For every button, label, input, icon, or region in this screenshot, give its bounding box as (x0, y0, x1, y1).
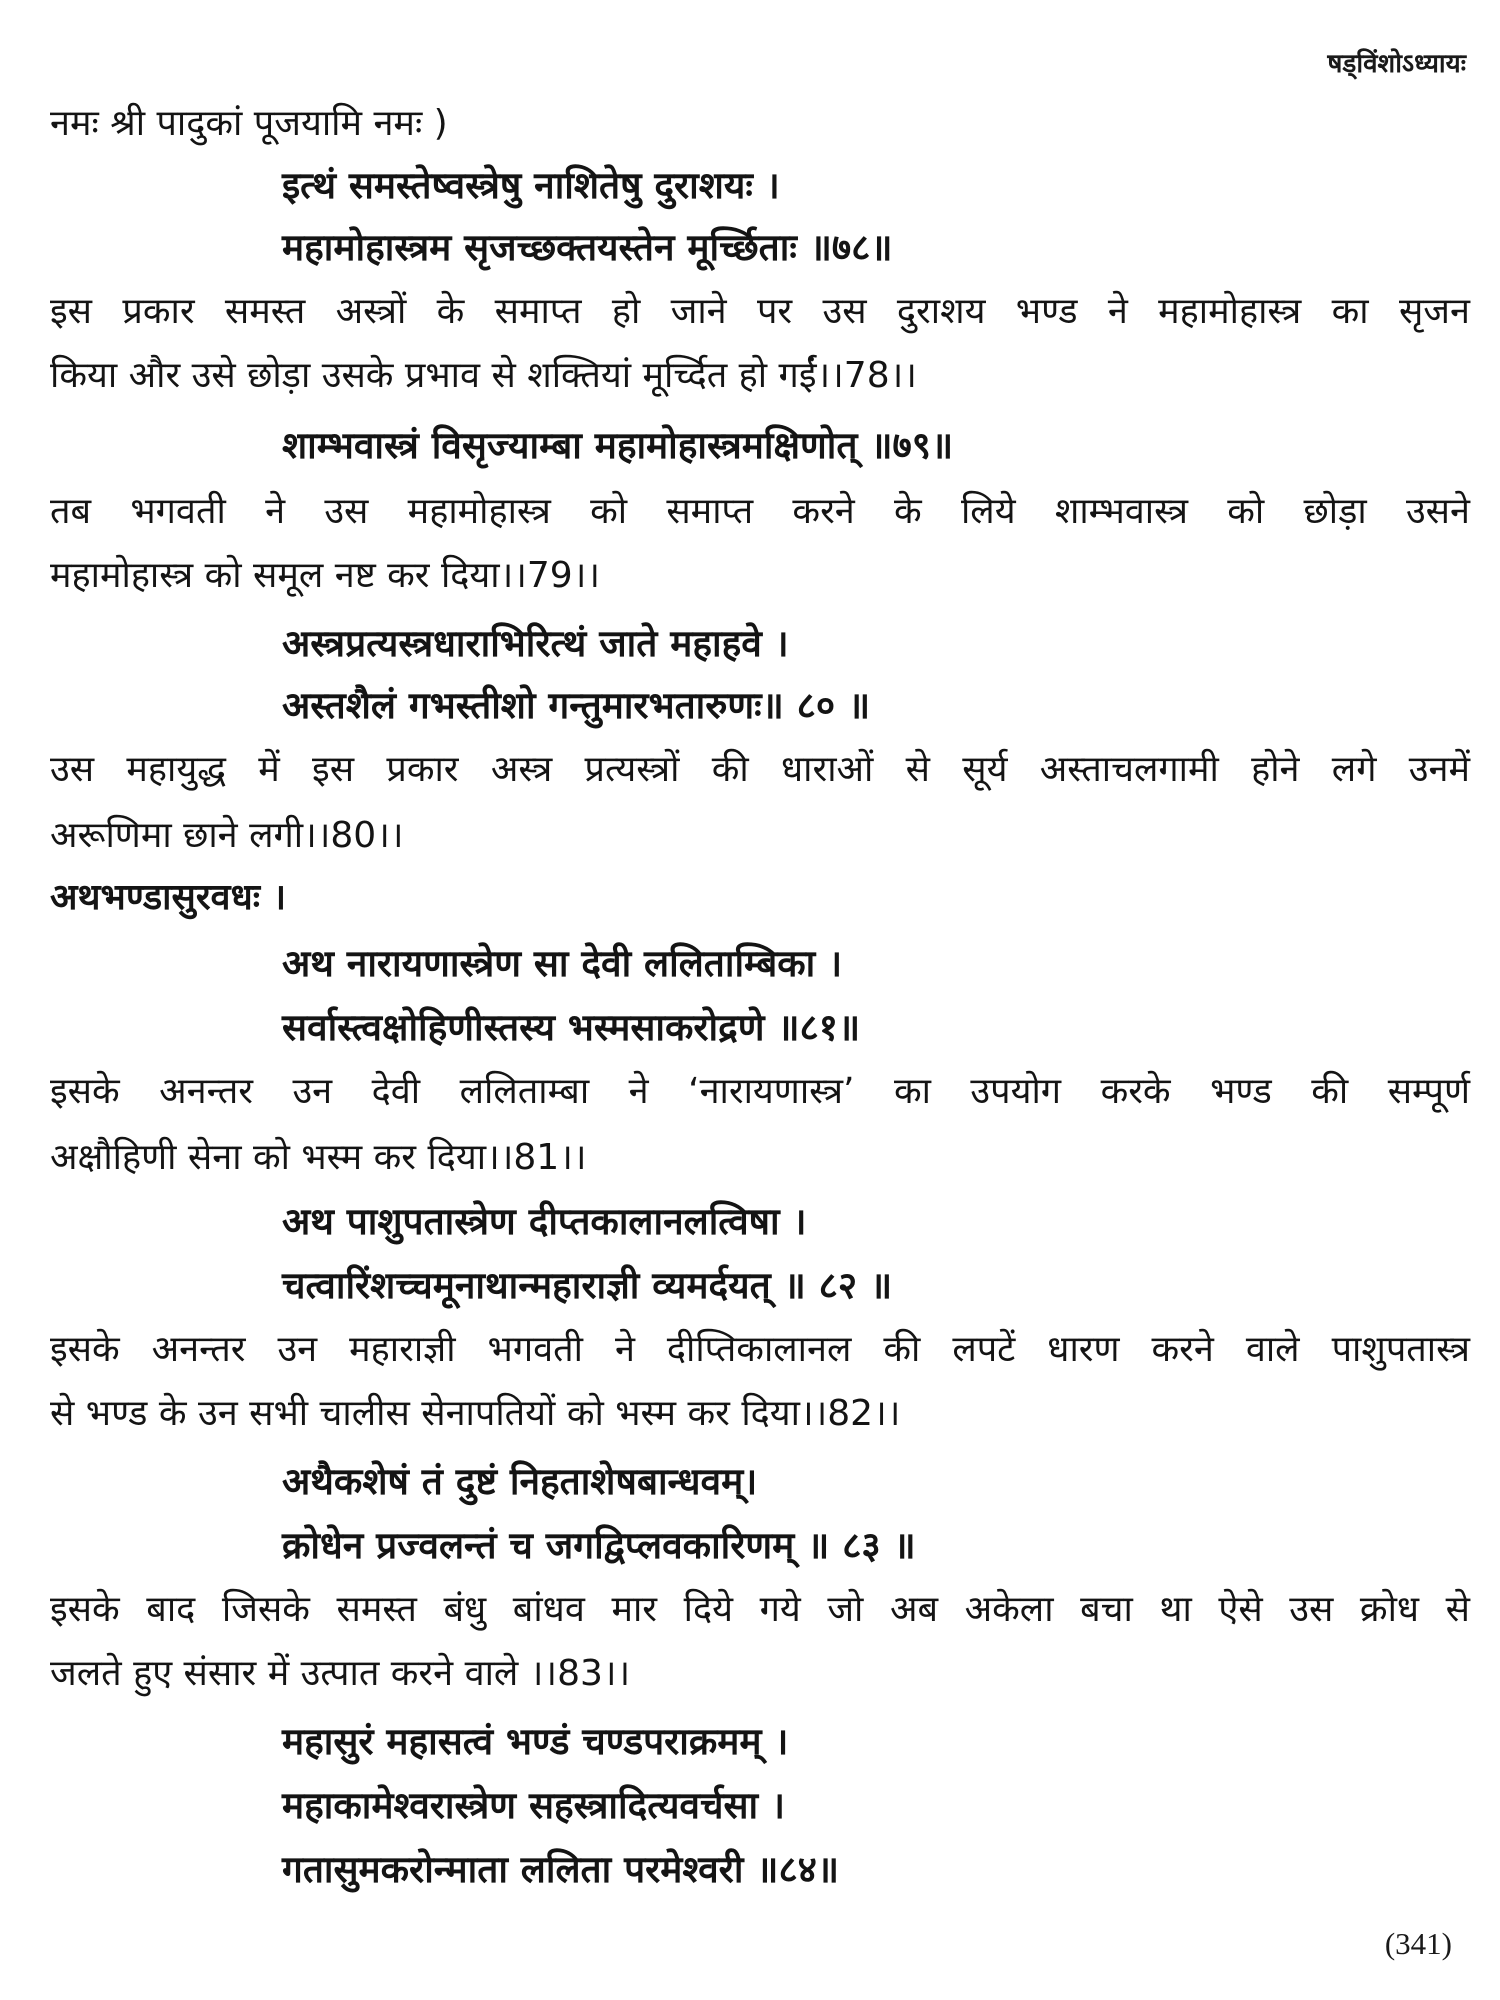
prose-line: जलते हुए संसार में उत्पात करने वाले ।।83।। (50, 1653, 631, 1694)
prose-line: महामोहास्त्र को समूल नष्ट कर दिया।।79।। (50, 555, 601, 596)
prose-line: अक्षौहिणी सेना को भस्म कर दिया।।81।। (50, 1137, 587, 1178)
prose-line: नमः श्री पादुकां पूजयामि नमः ) (50, 103, 448, 144)
section-heading: अथभण्डासुरवधः । (50, 877, 287, 918)
prose-line: किया और उसे छोड़ा उसके प्रभाव से शक्तियां मूर्च्दित हो गईं।।78।। (50, 355, 917, 396)
page-number: (341) (1384, 1926, 1452, 1961)
verse-line: अथ पाशुपतास्त्रेण दीप्तकालानलत्विषा । (282, 1200, 807, 1243)
prose-line: इसके अनन्तर उन महाराज्ञी भगवती ने दीप्तिकालानल की लपटें धारण करने वाले पाशुपतास्त्र (50, 1329, 1470, 1370)
verse-line: अस्त्रप्रत्यस्त्रधाराभिरित्थं जाते महाहवे । (282, 622, 789, 665)
verse-line: अस्तशैलं गभस्तीशो गन्तुमारभतारुणः॥ ८० ॥ (282, 684, 871, 727)
verse-line: महामोहास्त्रम सृजच्छक्तयस्तेन मूर्च्छिताः ॥७८॥ (282, 226, 893, 269)
verse-line: क्रोधेन प्रज्वलन्तं च जगद्विप्लवकारिणम् ॥ ८३ ॥ (282, 1524, 916, 1567)
prose-line: अरूणिमा छाने लगी।।80।। (50, 815, 404, 856)
prose-line: से भण्ड के उन सभी चालीस सेनापतियों को भस्म कर दिया।।82।। (50, 1393, 901, 1434)
prose-line: इस प्रकार समस्त अस्त्रों के समाप्त हो जाने पर उस दुराशय भण्ड ने महामोहास्त्र का सृजन (50, 291, 1470, 332)
prose-line: तब भगवती ने उस महामोहास्त्र को समाप्त करने के लिये शाम्भवास्त्र को छोड़ा उसने (50, 491, 1470, 532)
verse-line: सर्वास्त्वक्षोहिणीस्तस्य भस्मसाकरोद्रणे ॥८१॥ (282, 1006, 861, 1049)
verse-line: शाम्भवास्त्रं विसृज्याम्बा महामोहास्त्रमक्षिणोत् ॥७९॥ (282, 424, 954, 467)
verse-line: अथ नारायणास्त्रेण सा देवी ललिताम्बिका । (282, 942, 843, 985)
running-head: षड्विंशोऽध्यायः (1327, 49, 1466, 79)
verse-line: महासुरं महासत्वं भण्डं चण्डपराक्रमम् । (282, 1720, 789, 1763)
verse-line: इत्थं समस्तेष्वस्त्रेषु नाशितेषु दुराशयः । (282, 164, 780, 207)
verse-line: अथैकशेषं तं दुष्टं निहताशेषबान्धवम्। (282, 1460, 758, 1503)
prose-line: इसके बाद जिसके समस्त बंधु बांधव मार दिये गये जो अब अकेला बचा था ऐसे उस क्रोध से (50, 1589, 1470, 1630)
verse-line: गतासुमकरोन्माता ललिता परमेश्वरी ॥८४॥ (282, 1848, 840, 1891)
prose-line: इसके अनन्तर उन देवी ललिताम्बा ने ‘नारायणास्त्र’ का उपयोग करके भण्ड की सम्पूर्ण (50, 1071, 1470, 1112)
verse-line: महाकामेश्वरास्त्रेण सहस्त्रादित्यवर्चसा । (282, 1784, 785, 1827)
verse-line: चत्वारिंशच्चमूनाथान्महाराज्ञी व्यमर्दयत् ॥ ८२ ॥ (282, 1264, 893, 1307)
prose-line: उस महायुद्ध में इस प्रकार अस्त्र प्रत्यस्त्रों की धाराओं से सूर्य अस्ताचलगामी होने लगे उनमें (50, 749, 1470, 790)
